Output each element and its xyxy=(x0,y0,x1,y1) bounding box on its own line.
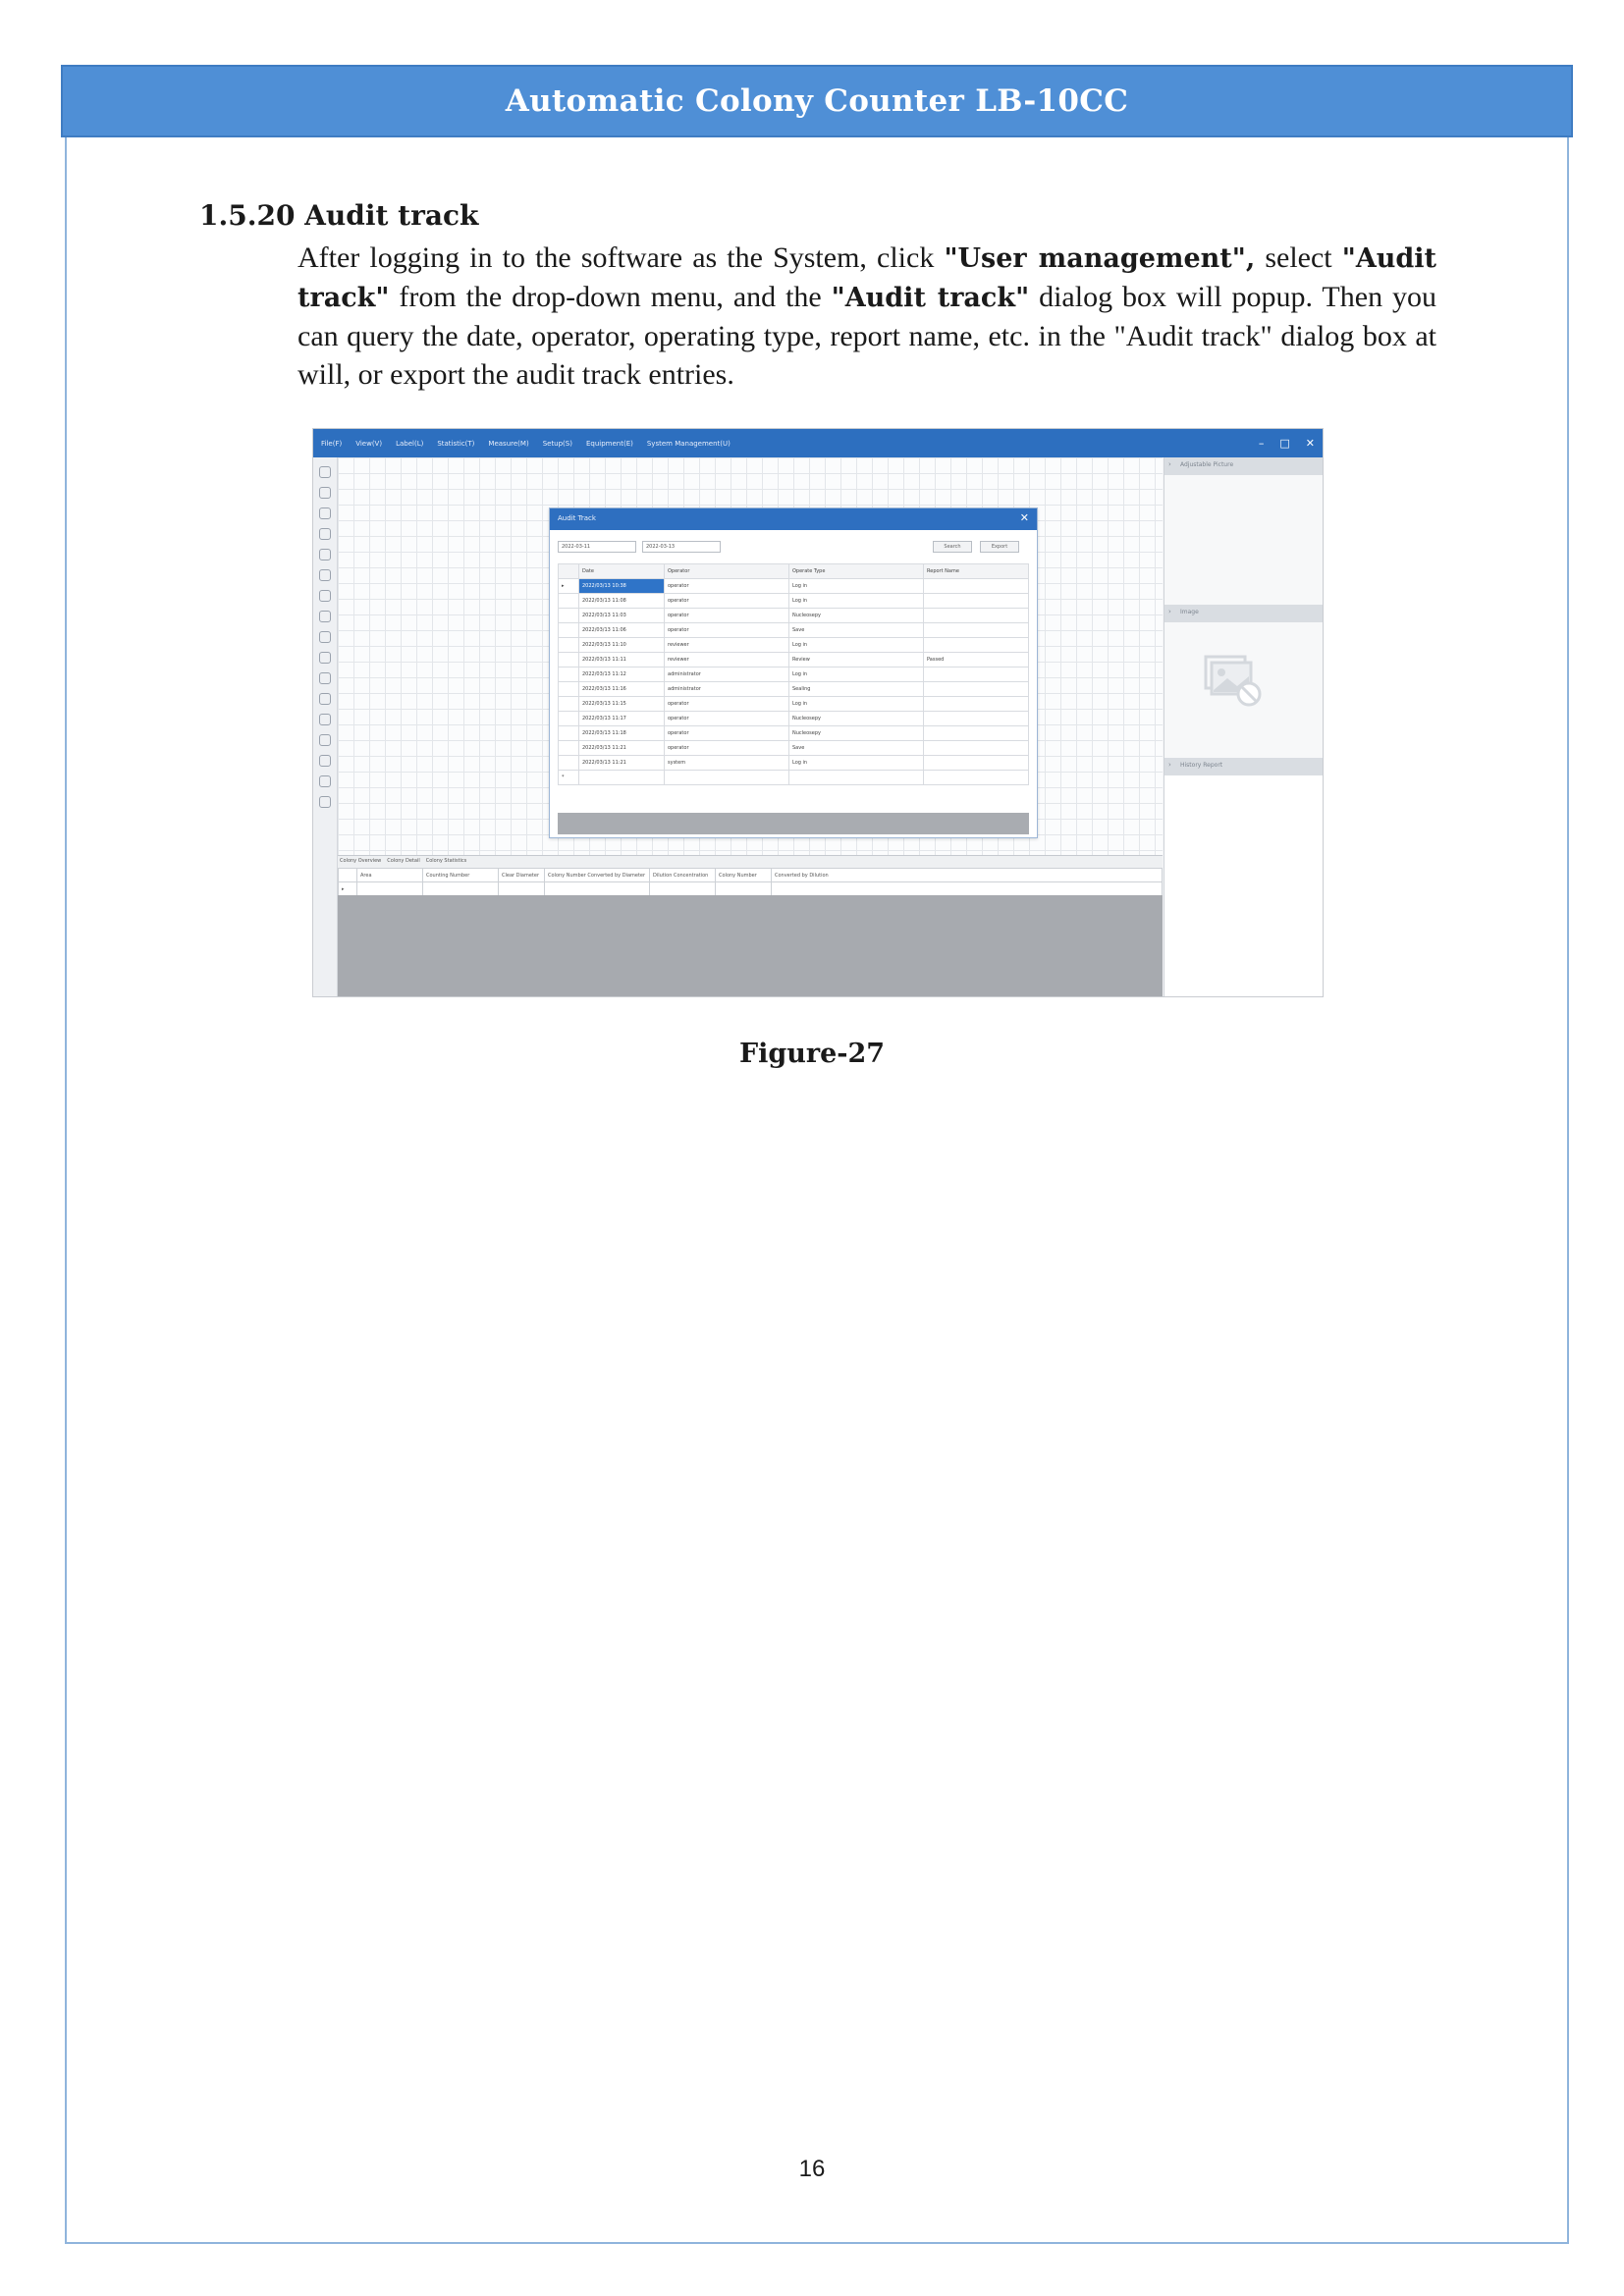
table-cell: operator xyxy=(665,594,789,609)
table-cell: reviewer xyxy=(665,653,789,667)
table-row[interactable] xyxy=(559,771,1029,785)
audit-track-table xyxy=(558,563,1029,785)
row-marker xyxy=(559,667,579,682)
tool-icon[interactable] xyxy=(319,549,331,561)
pane-label: Image xyxy=(1180,609,1199,615)
tool-icon[interactable] xyxy=(319,734,331,746)
dialog-empty-area xyxy=(558,813,1029,834)
menu-label[interactable]: Label(L) xyxy=(396,439,424,448)
close-icon[interactable]: ✕ xyxy=(1019,511,1029,524)
menu-setup[interactable]: Setup(S) xyxy=(542,439,572,448)
row-marker: ▸ xyxy=(559,579,579,594)
column-header-clear-diameter[interactable]: Clear Diameter xyxy=(499,869,545,882)
tab-colony-statistics[interactable]: Colony Statistics xyxy=(425,858,467,864)
search-button[interactable]: Search xyxy=(933,541,972,553)
table-cell: 2022/03/13 11:08 xyxy=(579,594,665,609)
table-cell: operator xyxy=(665,623,789,638)
chevron-icon: › xyxy=(1168,761,1171,769)
menu-file[interactable]: File(F) xyxy=(321,439,343,448)
column-header-counting-number[interactable]: Counting Number xyxy=(423,869,499,882)
row-marker: * xyxy=(559,771,579,785)
column-header-date[interactable]: Date xyxy=(579,564,665,579)
table-cell xyxy=(924,756,1029,771)
table-cell xyxy=(924,594,1029,609)
audit-track-dialog xyxy=(549,507,1038,838)
table-row[interactable] xyxy=(559,653,1029,667)
table-cell xyxy=(924,741,1029,756)
paragraph-text-2: select xyxy=(1255,241,1342,274)
row-marker xyxy=(559,609,579,623)
menu-equipment[interactable]: Equipment(E) xyxy=(585,439,633,448)
tab-colony-detail[interactable]: Colony Detail xyxy=(387,858,420,864)
tool-icon[interactable] xyxy=(319,528,331,540)
table-cell xyxy=(924,623,1029,638)
pane-header-image[interactable] xyxy=(1164,605,1324,622)
table-cell: 2022/03/13 11:10 xyxy=(579,638,665,653)
row-marker xyxy=(559,726,579,741)
table-cell: 2022/03/13 11:06 xyxy=(579,623,665,638)
menu-statistic[interactable]: Statistic(T) xyxy=(437,439,475,448)
tool-icon[interactable] xyxy=(319,487,331,499)
table-row[interactable] xyxy=(559,609,1029,623)
row-marker xyxy=(559,638,579,653)
table-row[interactable] xyxy=(559,726,1029,741)
table-cell xyxy=(924,712,1029,726)
section-paragraph xyxy=(298,239,1436,394)
table-cell: operator xyxy=(665,609,789,623)
minimize-icon[interactable]: – xyxy=(1258,437,1265,450)
table-cell: operator xyxy=(665,579,789,594)
table-cell: Log in xyxy=(789,756,924,771)
table-cell xyxy=(357,882,423,896)
table-row[interactable] xyxy=(559,594,1029,609)
table-cell: Log in xyxy=(789,667,924,682)
row-marker xyxy=(559,594,579,609)
paragraph-text-4: dialog box will popup. Then you can query the date, operator, operating type, report name, etc. in the "Audit track" dialog box at will, or export the audit track entries. xyxy=(298,281,1436,391)
row-marker: ▸ xyxy=(339,882,357,896)
pane-header-history-report[interactable] xyxy=(1164,758,1324,775)
menu-bar xyxy=(321,429,731,457)
tool-icon[interactable] xyxy=(319,796,331,808)
table-cell: Log in xyxy=(789,697,924,712)
window-controls xyxy=(1259,429,1315,457)
table-cell: administrator xyxy=(665,682,789,697)
tool-icon[interactable] xyxy=(319,755,331,767)
row-marker xyxy=(559,623,579,638)
table-cell xyxy=(924,579,1029,594)
tool-icon[interactable] xyxy=(319,466,331,478)
paragraph-text-3: from the drop-down menu, and the xyxy=(389,281,832,313)
chevron-icon: › xyxy=(1168,608,1171,615)
column-header-area[interactable]: Area xyxy=(357,869,423,882)
table-cell xyxy=(924,667,1029,682)
table-cell: Nucleosepy xyxy=(789,726,924,741)
table-cell: 2022/03/13 10:38 xyxy=(579,579,665,594)
tool-icon[interactable] xyxy=(319,714,331,725)
table-cell: operator xyxy=(665,697,789,712)
row-marker xyxy=(559,697,579,712)
table-cell: 2022/03/13 11:18 xyxy=(579,726,665,741)
row-marker xyxy=(559,712,579,726)
bottom-tabs xyxy=(340,858,466,864)
paragraph-bold-3: "Audit track" xyxy=(831,283,1030,313)
table-cell: 2022/03/13 11:03 xyxy=(579,609,665,623)
document-header xyxy=(61,65,1573,137)
table-cell xyxy=(545,882,650,896)
table-cell: 2022/03/13 11:12 xyxy=(579,667,665,682)
table-cell xyxy=(499,882,545,896)
table-cell: operator xyxy=(665,712,789,726)
table-cell xyxy=(789,771,924,785)
column-header-colony-number[interactable]: Colony Number xyxy=(716,869,772,882)
paragraph-bold-2: "Audit track" xyxy=(298,243,1437,313)
tool-icon[interactable] xyxy=(319,507,331,519)
maximize-icon[interactable]: □ xyxy=(1279,437,1290,450)
table-cell xyxy=(579,771,665,785)
app-titlebar xyxy=(313,429,1323,457)
tool-icon[interactable] xyxy=(319,631,331,643)
tool-icon[interactable] xyxy=(319,611,331,622)
dialog-titlebar xyxy=(550,508,1037,530)
tool-icon[interactable] xyxy=(319,590,331,602)
paragraph-bold-1: "User management", xyxy=(944,243,1256,274)
column-header-operator[interactable]: Operator xyxy=(665,564,789,579)
table-row[interactable] xyxy=(339,882,1163,896)
row-marker xyxy=(559,653,579,667)
menu-view[interactable]: View(V) xyxy=(355,439,383,448)
table-cell xyxy=(924,771,1029,785)
menu-measure[interactable]: Measure(M) xyxy=(488,439,529,448)
table-row[interactable] xyxy=(559,579,1029,594)
colony-results-table xyxy=(338,868,1163,896)
table-cell: 2022/03/13 11:21 xyxy=(579,741,665,756)
table-cell: system xyxy=(665,756,789,771)
tool-icon[interactable] xyxy=(319,652,331,664)
table-cell xyxy=(924,638,1029,653)
tool-sidebar xyxy=(313,457,338,997)
tool-icon[interactable] xyxy=(319,775,331,787)
table-row[interactable] xyxy=(559,623,1029,638)
dialog-title: Audit Track xyxy=(558,514,596,522)
tool-icon[interactable] xyxy=(319,693,331,705)
export-button[interactable]: Export xyxy=(980,541,1019,553)
table-cell: Sealing xyxy=(789,682,924,697)
menu-system-management[interactable]: System Management(U) xyxy=(646,439,731,448)
tool-icon[interactable] xyxy=(319,672,331,684)
table-cell: 2022/03/13 11:21 xyxy=(579,756,665,771)
table-cell: 2022/03/13 11:11 xyxy=(579,653,665,667)
table-cell: Nucleosepy xyxy=(789,712,924,726)
table-cell xyxy=(650,882,716,896)
table-cell: reviewer xyxy=(665,638,789,653)
table-row[interactable] xyxy=(559,638,1029,653)
date-from-field[interactable]: 2022-03-11 xyxy=(558,541,636,553)
table-cell xyxy=(924,609,1029,623)
table-row[interactable] xyxy=(559,741,1029,756)
table-cell xyxy=(924,726,1029,741)
table-cell: administrator xyxy=(665,667,789,682)
column-header xyxy=(339,869,357,882)
table-cell xyxy=(716,882,772,896)
table-row[interactable] xyxy=(559,756,1029,771)
table-cell: Save xyxy=(789,623,924,638)
table-cell xyxy=(423,882,499,896)
row-marker xyxy=(559,756,579,771)
table-cell: Log in xyxy=(789,594,924,609)
table-cell xyxy=(924,682,1029,697)
column-header-dilution-concentration[interactable]: Dilution Concentration xyxy=(650,869,716,882)
table-cell: operator xyxy=(665,741,789,756)
close-icon[interactable]: ✕ xyxy=(1305,437,1315,450)
paragraph-text-1: After logging in to the software as the System, click xyxy=(298,241,945,274)
chevron-icon: › xyxy=(1168,460,1171,468)
table-cell xyxy=(924,697,1029,712)
date-to-field[interactable]: 2022-03-13 xyxy=(642,541,721,553)
table-header-row xyxy=(339,869,1163,882)
document-title: Automatic Colony Counter LB-10CC xyxy=(505,83,1129,119)
table-row[interactable] xyxy=(559,682,1029,697)
table-cell xyxy=(665,771,789,785)
section-heading: 1.5.20 Audit track xyxy=(199,199,479,232)
table-row[interactable] xyxy=(559,712,1029,726)
column-header-operate-type[interactable]: Operate Type xyxy=(789,564,924,579)
table-cell: Nucleosepy xyxy=(789,609,924,623)
table-cell: 2022/03/13 11:16 xyxy=(579,682,665,697)
row-marker xyxy=(559,682,579,697)
table-cell xyxy=(772,882,1163,896)
table-header-row xyxy=(559,564,1029,579)
tab-colony-overview[interactable]: Colony Overview xyxy=(340,858,382,864)
history-report-list[interactable] xyxy=(1164,775,1324,997)
column-header-converted-by-dilution[interactable]: Converted by Dilution xyxy=(772,869,1163,882)
bottom-panel xyxy=(338,855,1163,997)
table-cell: Review xyxy=(789,653,924,667)
results-empty-area xyxy=(338,895,1163,997)
table-cell: 2022/03/13 11:15 xyxy=(579,697,665,712)
table-cell: Log in xyxy=(789,638,924,653)
software-screenshot xyxy=(312,428,1324,997)
table-cell: Log in xyxy=(789,579,924,594)
pane-label: Adjustable Picture xyxy=(1180,461,1234,468)
table-cell: Save xyxy=(789,741,924,756)
row-marker xyxy=(559,741,579,756)
page-number: 16 xyxy=(798,2156,826,2182)
audit-table-body xyxy=(559,579,1029,785)
table-cell: Passed xyxy=(924,653,1029,667)
table-cell: 2022/03/13 11:17 xyxy=(579,712,665,726)
tool-icon[interactable] xyxy=(319,569,331,581)
right-panel xyxy=(1164,457,1324,997)
table-row[interactable] xyxy=(559,667,1029,682)
pane-header-adjustable-picture[interactable] xyxy=(1164,457,1324,475)
no-image-icon xyxy=(1204,651,1263,710)
figure-caption: Figure-27 xyxy=(738,1039,886,1069)
pane-label: History Report xyxy=(1180,762,1223,769)
column-header-report-name[interactable]: Report Name xyxy=(924,564,1029,579)
column-header-colony-number-diameter[interactable]: Colony Number Converted by Diameter xyxy=(545,869,650,882)
table-cell: operator xyxy=(665,726,789,741)
table-row[interactable] xyxy=(559,697,1029,712)
column-header xyxy=(559,564,579,579)
